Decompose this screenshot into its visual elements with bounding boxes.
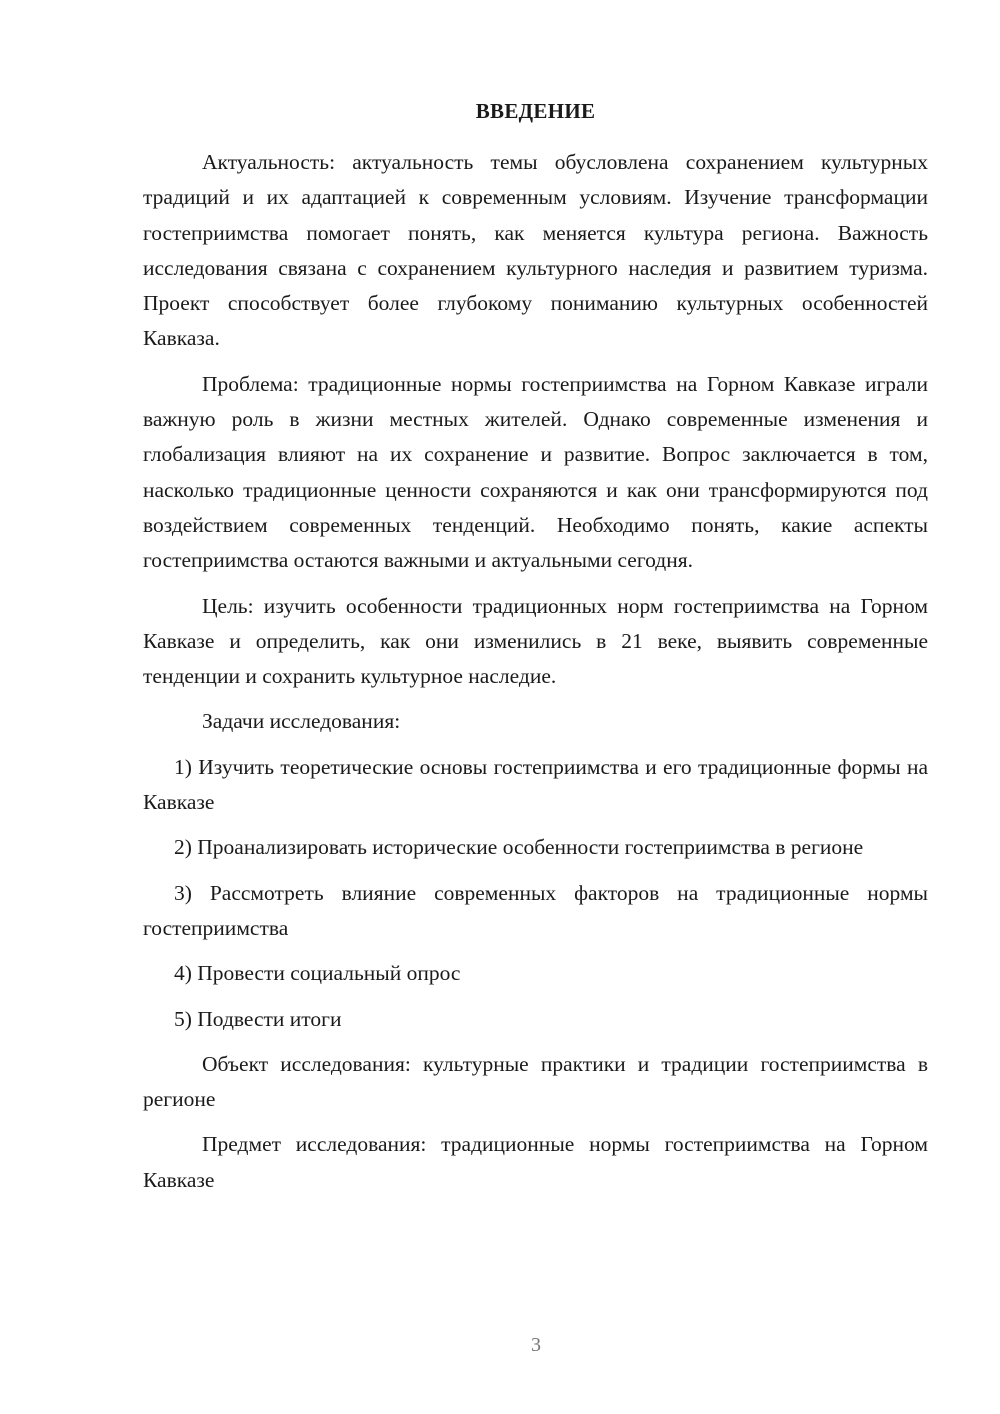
page-number: 3 <box>531 1334 541 1356</box>
task-item-3: 3) Рассмотреть влияние современных факторов на традиционные нормы гостеприимства <box>143 880 928 940</box>
task-item-1: 1) Изучить теоретические основы гостеприимства и его традиционные формы на Кавказе <box>143 754 928 815</box>
problem-paragraph: Проблема: традиционные нормы гостеприимства на Горном Кавказе играли важную роль в жизни местных жителей. Однако современные изменения и глобализация влияют на их сохранение и развитие. Вопрос заключается в том, насколько традиционные ценности сохраняются и как они трансформируются под воздействием современных тенденций. Необходимо понять, какие аспекты гостеприимства остаются важными и актуальными сегодня. <box>143 371 928 573</box>
goal-paragraph: Цель: изучить особенности традиционных норм гостеприимства на Горном Кавказе и определить, как они изменились в 21 веке, выявить современные тенденции и сохранить культурное наследие. <box>143 593 928 689</box>
object-paragraph: Объект исследования: культурные практики и традиции гостеприимства в регионе <box>143 1051 928 1112</box>
page-title: ВВЕДЕНИЕ <box>475 99 596 123</box>
tasks-heading: Задачи исследования: <box>202 709 401 734</box>
task-item-4: 4) Провести социальный опрос <box>174 961 461 986</box>
task-item-5: 5) Подвести итоги <box>174 1006 342 1031</box>
document-page <box>143 94 928 1208</box>
relevance-paragraph: Актуальность: актуальность темы обусловлена сохранением культурных традиций и их адаптацией к современным условиям. Изучение трансформации гостеприимства помогает понять, как меняется культура региона. Важность исследования связана с сохранением культурного наследия и развитием туризма. Проект способствует более глубокому пониманию культурных особенностей Кавказа. <box>143 150 928 351</box>
subject-paragraph: Предмет исследования: традиционные нормы гостеприимства на Горном Кавказе <box>143 1132 928 1192</box>
task-item-2: 2) Проанализировать исторические особенности гостеприимства в регионе <box>174 835 864 860</box>
